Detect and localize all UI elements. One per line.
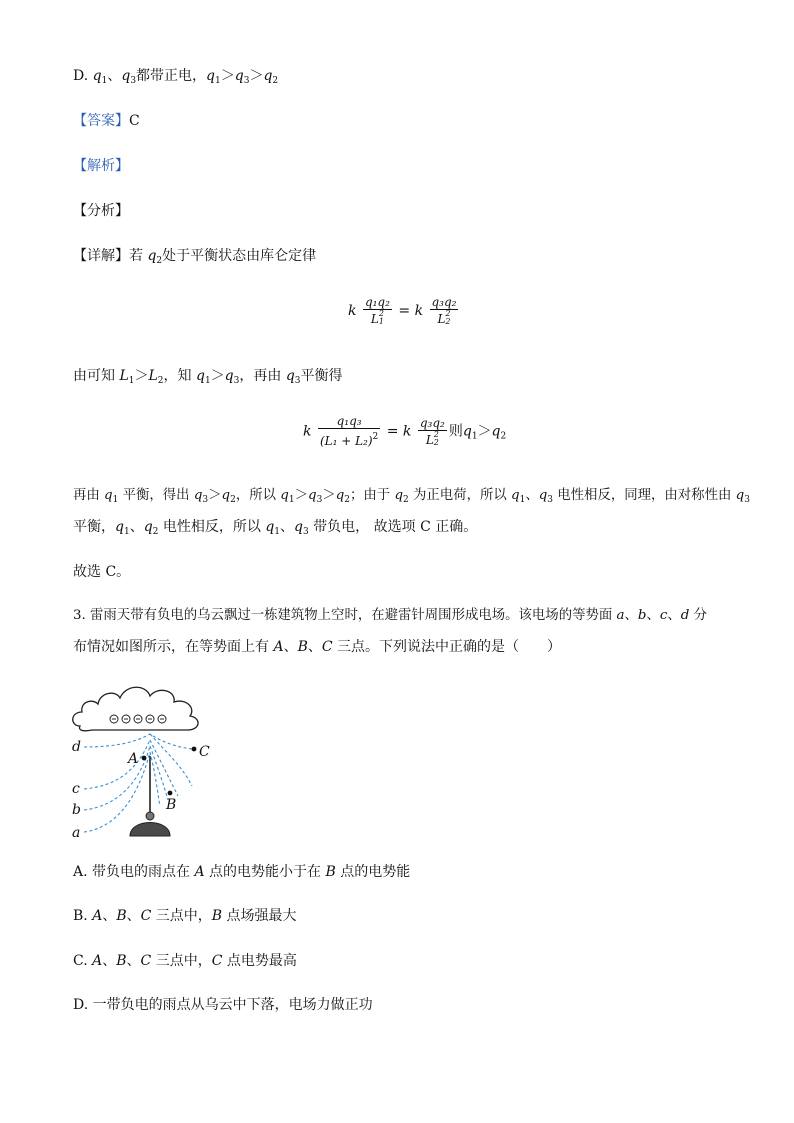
label-a: a: [72, 825, 81, 841]
prev-option-d: D. $q_1$、$q_3$都带正电，$q_1>q_3>q_2$: [73, 68, 279, 86]
point-B: [168, 791, 173, 796]
fenxi-label: 【分析】: [73, 203, 129, 219]
equipotential-d: [84, 734, 192, 749]
reasoning-line-2: 平衡，$q_1$、$q_2$ 电性相反，所以 $q_1$、$q_3$ 带负电， 故选项 C 正确。: [73, 519, 478, 537]
label-c: c: [72, 781, 80, 797]
label-C: C: [199, 744, 210, 760]
label-B: B: [166, 797, 177, 813]
detail-line: 【详解】若 $q_2$处于平衡状态由库仑定律: [73, 248, 317, 266]
know-line: 由可知 $L_1>L_2$，知 $q_1>q_3$，再由 $q_3$平衡得: [73, 368, 343, 386]
fraction-rhs-2: q₃q₂ L 2 2: [419, 415, 445, 447]
lightning-rod-figure: [66, 672, 226, 844]
option-b[interactable]: B. A、B、C 三点中，B 点场强最大: [73, 908, 297, 924]
answer-label: 【答案】: [73, 113, 129, 129]
point-C: [192, 747, 197, 752]
equation-coulomb: k q₁q₂ L 2 1 = k q₃q₂ L 2 2: [348, 295, 457, 326]
question-3-line-2: 布情况如图所示，在等势面上有 A、B、C 三点。下列说法中正确的是（ ）: [73, 639, 562, 655]
question-3-line-1: 3. 雷雨天带有负电的乌云飘过一栋建筑物上空时，在避雷针周围形成电场。该电场的等势面 a、b、c、d 分: [73, 608, 707, 623]
cloud-shape: [73, 687, 198, 731]
detail-label: 【详解】: [73, 248, 129, 264]
option-a[interactable]: A. 带负电的雨点在 A 点的电势能小于在 B 点的电势能: [73, 864, 411, 880]
answer-line: [73, 111, 140, 131]
label-b: b: [72, 802, 81, 818]
label-d: d: [72, 739, 81, 755]
equipotential-lines: [84, 734, 192, 832]
option-d[interactable]: D. 一带负电的雨点从乌云中下落，电场力做正功: [73, 997, 373, 1013]
fraction-lhs-2: $\frac{\text{q₁q₃}}{(L_1 + L_2)^2}$: [319, 414, 379, 448]
equation-balance: k $\frac{\text{q₁q₃}}{(L_1 + L_2)^2}$ = k q₃q₂ L 2 2 则$q_1>q_2$: [303, 414, 507, 448]
building-dome: [130, 823, 170, 837]
equipotential-a: [84, 752, 150, 832]
equipotential-b: [84, 746, 150, 810]
fraction-lhs: q₁q₂ L 2 1: [364, 295, 390, 326]
option-c[interactable]: C. A、B、C 三点中，C 点电势最高: [73, 953, 297, 969]
label-A: A: [128, 751, 139, 767]
choose-line: 故选 C。: [73, 564, 131, 580]
answer-value: C: [129, 113, 140, 129]
fraction-rhs: q₃q₂ L 2 2: [431, 295, 457, 326]
analysis-label: 【解析】: [73, 158, 129, 174]
rod-ball: [146, 812, 154, 820]
point-A: [142, 756, 147, 761]
reasoning-line-1: 再由 $q_1$ 平衡，得出 $q_3>q_2$，所以 $q_1>q_3>q_2$；由于 $q_2$ 为正电荷，所以 $q_1$、$q_3$ 电性相反，同理，由对称性由 $q_3$: [73, 488, 750, 505]
